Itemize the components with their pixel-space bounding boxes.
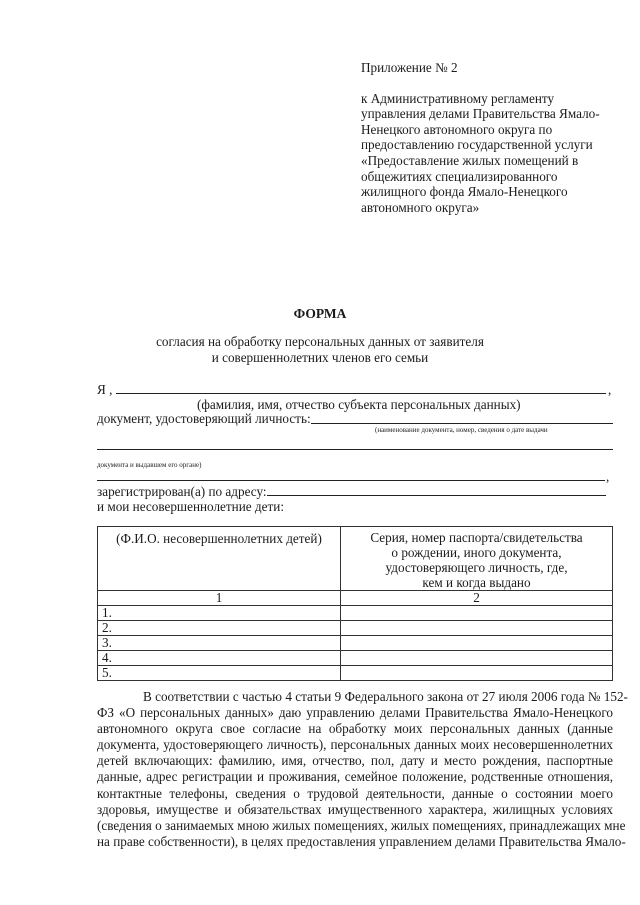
table-row: [98, 666, 613, 681]
table-header-doc-line: кем и когда выдано: [422, 575, 531, 590]
table-header-fio: (Ф.И.О. несовершеннолетних детей): [116, 531, 322, 546]
body-line: (сведения о занимаемых мною жилых помещениях, жилых помещениях, принадлежащих мне: [97, 817, 626, 833]
form-subtitle-line: согласия на обработку персональных данных от заявителя: [156, 334, 484, 349]
table-cell-doc[interactable]: [341, 666, 613, 681]
fio-line-end: ,: [608, 382, 612, 397]
consent-body: [97, 689, 628, 850]
table-header-doc-line: Серия, номер паспорта/свидетельства: [370, 530, 583, 545]
appendix-line: жилищного фонда Ямало-Ненецкого: [361, 184, 568, 200]
fio-input-line[interactable]: [116, 393, 606, 394]
appendix-line: Ненецкого автономного округа по: [361, 121, 553, 137]
body-line: В соответствии с частью 4 статьи 9 Федерального закона от 27 июля 2006 года № 152-: [143, 689, 628, 704]
table-header-row: [98, 527, 613, 591]
body-line: детей включающих: фамилию, имя, отчество, пол, дату и место рождения, паспортные: [97, 753, 613, 769]
body-line: здоровья, имуществе и обязательствах имущественного характера, жилищных условиях: [97, 801, 613, 817]
appendix-line: к Административному регламенту: [361, 90, 555, 106]
table-header-cell: [98, 527, 341, 591]
i-label: Я ,: [97, 382, 113, 397]
appendix-title: Приложение № 2: [361, 60, 458, 75]
children-label: и мои несовершеннолетние дети:: [97, 499, 284, 514]
form-subtitle: [0, 334, 640, 365]
table-cell-index[interactable]: 1.: [98, 606, 341, 621]
address-input-line[interactable]: [267, 495, 606, 496]
appendix-line: управления делами Правительства Ямало-: [361, 106, 600, 122]
table-number-row: [98, 591, 613, 606]
table-cell-index[interactable]: 5.: [98, 666, 341, 681]
body-line: документа, удостоверяющего личность), персональных данных моих несовершеннолетних: [97, 737, 613, 753]
table-row: [98, 606, 613, 621]
table-header-doc-line: о рождении, иного документа,: [391, 545, 562, 560]
table-cell-index[interactable]: 3.: [98, 636, 341, 651]
form-title: ФОРМА: [293, 306, 347, 321]
table-col-number: 1: [98, 591, 341, 606]
table-col-number: 2: [341, 591, 613, 606]
table-cell-doc[interactable]: [341, 621, 613, 636]
table-row: [98, 621, 613, 636]
table-cell-index[interactable]: 4.: [98, 651, 341, 666]
document-input-line[interactable]: [311, 423, 613, 424]
form-subtitle-line: и совершеннолетних членов его семьи: [211, 349, 429, 365]
document-hint: (наименование документа, номер, сведения о дате выдачи: [375, 426, 548, 434]
appendix-line: «Предоставление жилых помещений в: [361, 152, 579, 168]
table-row: [98, 651, 613, 666]
body-line: данные, адрес регистрации и проживания, семейное положение, родственные отношения,: [97, 769, 613, 785]
table-cell-index[interactable]: 2.: [98, 621, 341, 636]
document-input-line-2[interactable]: [97, 449, 613, 450]
table-cell-doc[interactable]: [341, 636, 613, 651]
document-hint-2: документа и выдавшем его органе): [97, 461, 202, 469]
body-line: на праве собственности), в целях предоставления управлением делами Правительства Ямало-: [97, 833, 626, 849]
body-line: автономного округа свое согласие на обработку моих персональных данных (данные: [97, 721, 613, 737]
registered-label: зарегистрирован(а) по адресу:: [97, 484, 267, 499]
fio-caption: (фамилия, имя, отчество субъекта персональных данных): [197, 397, 521, 412]
document-input-line-3[interactable]: [97, 480, 605, 481]
document-label: документ, удостоверяющий личность:: [97, 411, 311, 426]
appendix-block: [361, 60, 611, 215]
body-line: контактные телефоны, сведения о трудовой деятельности, данные о состоянии моего: [97, 785, 613, 801]
appendix-line: общежитиях специализированного: [361, 168, 558, 184]
body-line: ФЗ «О персональных данных» даю управлению делами Правительства Ямало-Ненецкого: [97, 705, 613, 721]
table-header-cell: [341, 527, 613, 591]
table-cell-doc[interactable]: [341, 606, 613, 621]
appendix-line: предоставлению государственной услуги: [361, 137, 593, 153]
children-table: [97, 526, 613, 681]
table-cell-doc[interactable]: [341, 651, 613, 666]
table-row: [98, 636, 613, 651]
appendix-line: автономного округа»: [361, 199, 480, 215]
document-line-end: ,: [606, 469, 610, 484]
table-header-doc-line: удостоверяющего личность, где,: [385, 560, 568, 575]
